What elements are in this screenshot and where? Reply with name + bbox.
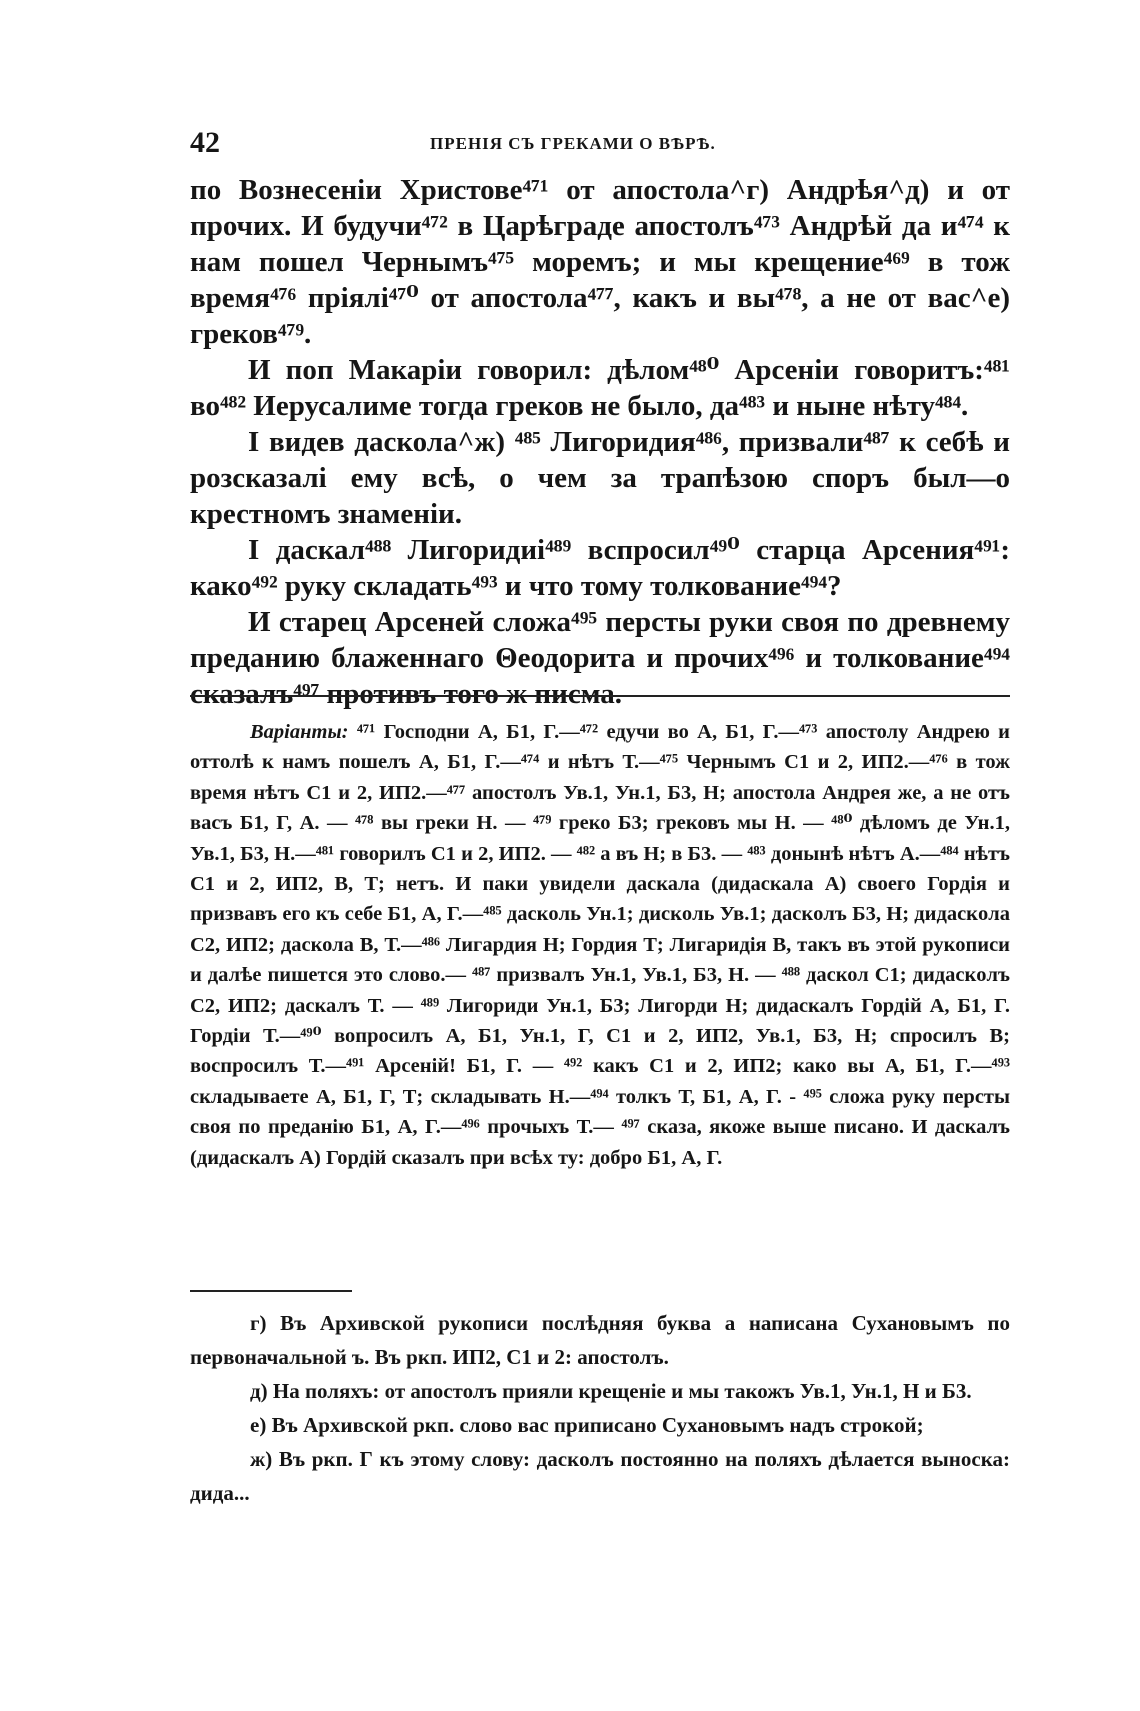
variants-text: ⁴⁷¹ Господни А, Б1, Г.—⁴⁷² едучи во А, Б1, Г.—⁴⁷³ апостолу Андрею и оттолѣ к намъ пошелъ А, Б1, Г.—⁴⁷⁴ и нѣтъ Т.—⁴⁷⁵ Чернымъ С1 и 2, ИП2.—⁴⁷⁶ в тож время нѣтъ С1 и 2, ИП2.—⁴⁷⁷ апостолъ Ув.1, Ун.1, Б3, Н; апостола Андрея же, а не отъ васъ Б1, Г, А. — ⁴⁷⁸ вы греки Н. — ⁴⁷⁹ греко Б3; грековъ мы Н. — ⁴⁸⁰ дѣломъ де Ун.1, Ув.1, Б3, Н.—⁴⁸¹ говорилъ С1 и 2, ИП2. — ⁴⁸² а въ Н; в Б3. — ⁴⁸³ донынѣ нѣтъ А.—⁴⁸⁴ нѣтъ С1 и 2, ИП2, В, Т; нетъ. И паки увидели даскала (дидаскала А) своего Гордiя и призвавъ его къ себе Б1, А, Г.—⁴⁸⁵ даскoль Ун.1; дискoль Ув.1; даскoлъ Б3, Н; дидаскoла С2, ИП2; даскола В, Т.—⁴⁸⁶ Лигардия Н; Гордия Т; Лигаридiя В, такъ въ этой рукописи и далѣе пишется это слово.— ⁴⁸⁷ призвалъ Ун.1, Ув.1, Б3, Н. — ⁴⁸⁸ даскол С1; дидаскoлъ С2, ИП2; даскалъ Т. — ⁴⁸⁹ Лигориди Ун.1, Б3; Лигорди Н; дидаскалъ Гордiй А, Б1, Г. Гордiи Т.—⁴⁹⁰ вопросилъ А, Б1, Ун.1, Г, С1 и 2, ИП2, Ув.1, Б3, Н; спросилъ В; воспросилъ Т.—⁴⁹¹ Арсенiй! Б1, Г. — ⁴⁹² какъ С1 и 2, ИП2; како вы А, Б1, Г.—⁴⁹³ складываете А, Б1, Г, Т; складывать Н.—⁴⁹⁴ толкъ Т, Б1, А, Г. - ⁴⁹⁵ сложа руку персты своя по преданiю Б1, А, Г.—⁴⁹⁶ прочыхъ Т.— ⁴⁹⁷ сказа, якоже выше писано. И даскалъ (дидаскалъ А) Гордiй сказалъ при всѣх ту: добро Б1, А, Г. — [190, 721, 1010, 1169]
footnotes — [190, 1306, 1010, 1510]
footnote: д) На поляхъ: от апостолъ прияли крещенiе и мы такожъ Ув.1, Ун.1, Н и Б3. — [250, 1379, 972, 1403]
footnote: е) Въ Архивской ркп. слово вас приписано Сухановымъ надъ строкой; — [250, 1413, 924, 1437]
variants-label: Варiанты: — [250, 721, 349, 743]
main-text — [190, 172, 1010, 712]
page-header — [190, 126, 1010, 158]
footnote: ж) Въ ркп. Г къ этому слову: даскoлъ постоянно на поляхъ дѣлается выноска: дида... — [190, 1447, 1010, 1505]
paragraph: I даскал⁴⁸⁸ Лигоридиi⁴⁸⁹ вспросил⁴⁹⁰ старца Арсения⁴⁹¹: како⁴⁹² руку складать⁴⁹³ и что тому толкование⁴⁹⁴? — [190, 534, 1010, 602]
paragraph: И поп Макарiи говорил: дѣлом⁴⁸⁰ Арсенiи говоритъ:⁴⁸¹ во⁴⁸² Иерусалиме тогда греков не было, да⁴⁸³ и ныне нѣту⁴⁸⁴. — [190, 354, 1010, 422]
running-title: ПРЕНІЯ СЪ ГРЕКАМИ О ВѢРѢ. — [430, 134, 716, 153]
page-number: 42 — [190, 126, 220, 159]
divider-line — [190, 695, 1010, 697]
paragraph: по Вознесенiи Христове⁴⁷¹ от апостола^г) Андрѣя^д) и от прочих. И будучи⁴⁷² в Царѣграде апостолъ⁴⁷³ Андрѣй да и⁴⁷⁴ к нам пошел Чернымъ⁴⁷⁵ моремъ; и мы крещение⁴⁶⁹ в тож время⁴⁷⁶ прiялi⁴⁷⁰ от апостола⁴⁷⁷, какъ и вы⁴⁷⁸, а не от вас^е) греков⁴⁷⁹. — [190, 174, 1010, 350]
footnote-divider — [190, 1290, 352, 1292]
paragraph: I видев даскола^ж) ⁴⁸⁵ Лигоридия⁴⁸⁶, призвали⁴⁸⁷ к себѣ и розсказалi ему всѣ, о чем за трапѣзою споръ был—о крестномъ знаменiи. — [190, 426, 1010, 530]
paragraph: И старец Арсеней сложа⁴⁹⁵ персты руки своя по древнему преданию блаженнаго Θеодорита и прочих⁴⁹⁶ и толкование⁴⁹⁴ сказалъ⁴⁹⁷ противъ того ж писма. — [190, 606, 1010, 710]
footnote: г) Въ Архивской рукописи послѣдняя буква а написана Сухановымъ по первоначальной ъ. Въ ркп. ИП2, С1 и 2: апостолъ. — [190, 1311, 1010, 1369]
variants-apparatus — [190, 717, 1010, 1173]
